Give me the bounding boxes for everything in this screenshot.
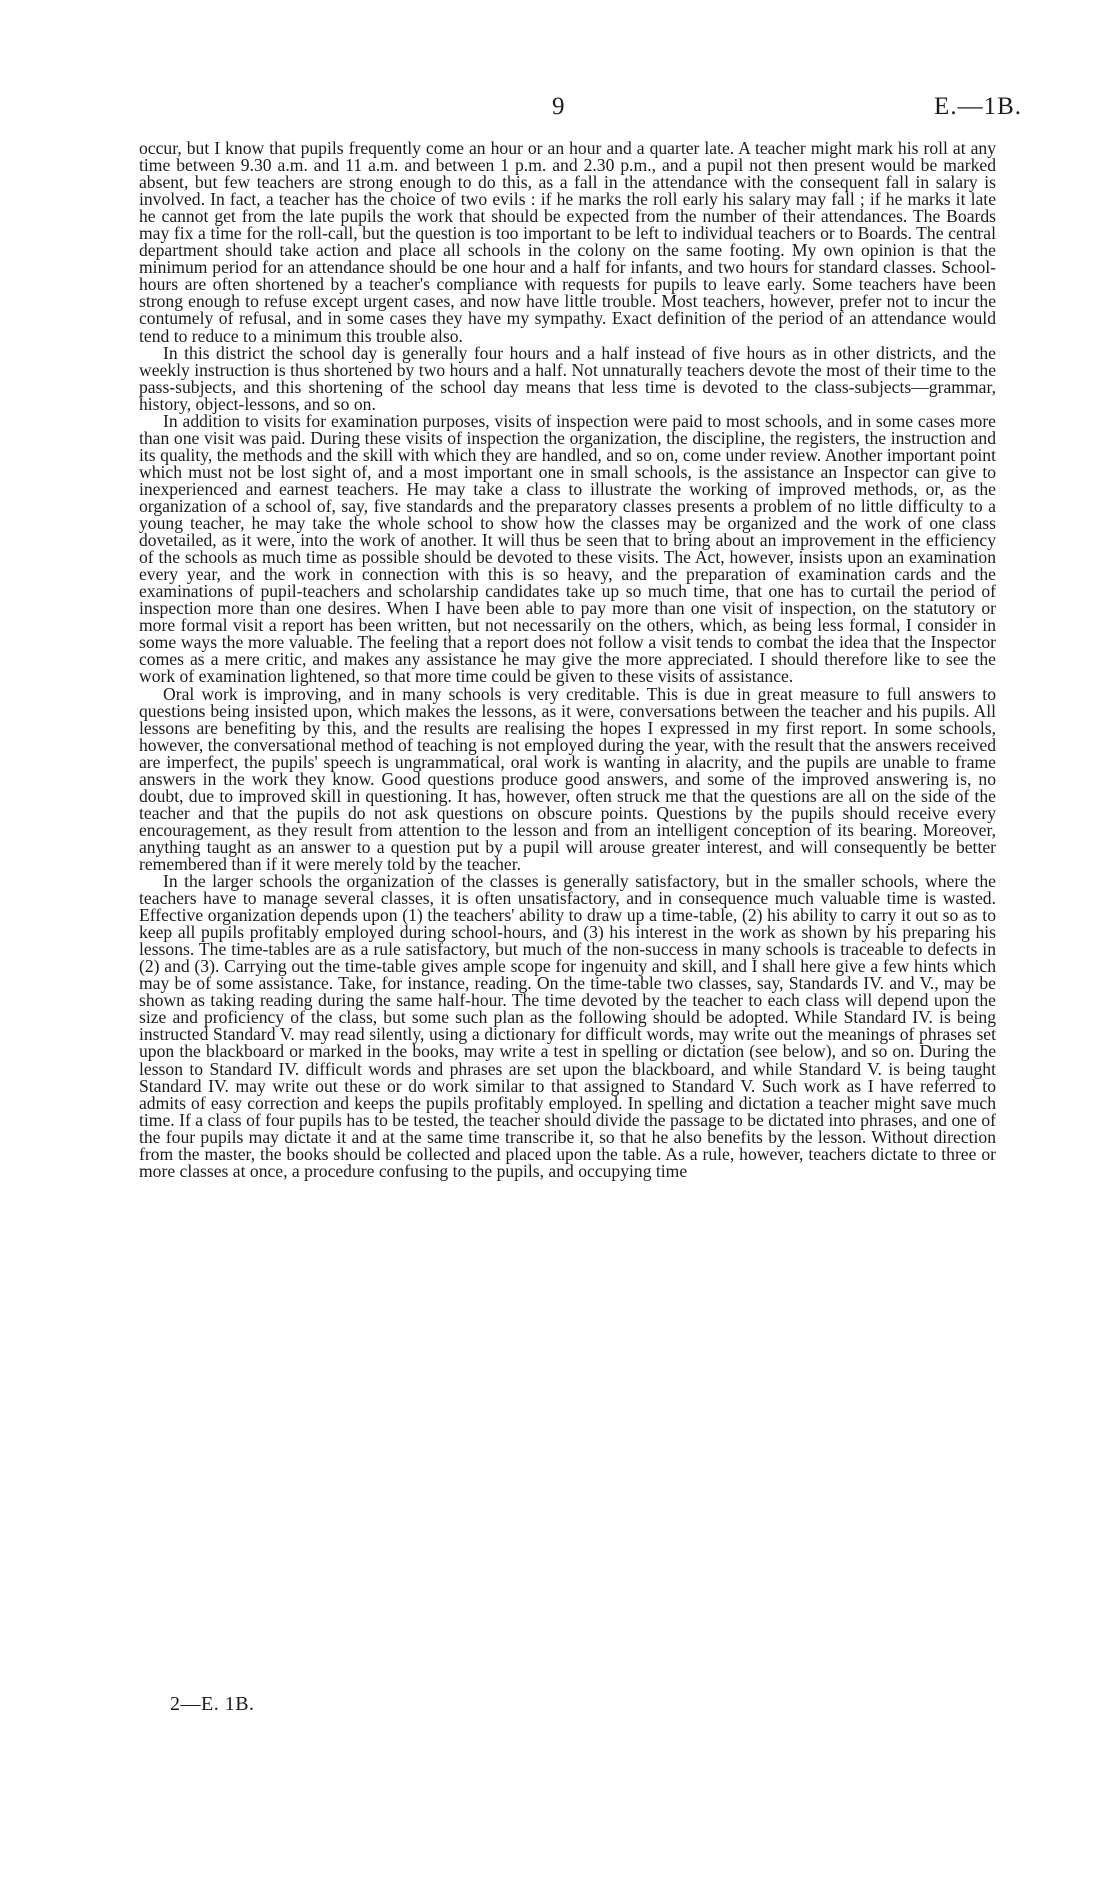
document-code: E.—1B.: [934, 93, 1022, 120]
paragraph-roll-call: occur, but I know that pupils frequently come an hour or an hour and a quarter late. A teacher might mark his roll at any time between 9.30 a.m. and 11 a.m. and between 1 p.m. and 2.30 p.m., and a pupil not then present would be marked absent, but few teachers are strong enough to do this, as a fall in the attendance with the consequent fall in salary is involved. In fact, a teacher has the choice of two evils : if he marks the roll early his salary may fall ; if he marks it late he cannot get from the late pupils the work that should be expected from the number of their attendances. The Boards may fix a time for the roll-call, but the question is too important to be left to individual teachers or to Boards. The central department should take action and place all schools in the colony on the same footing. My own opinion is that the minimum period for an attendance should be one hour and a half for infants, and two hours for standard classes. School-hours are often shortened by a teacher's compliance with requests for pupils to leave early. Some teachers have been strong enough to refuse except urgent cases, and now have little trouble. Most teachers, however, prefer not to incur the contumely of refusal, and in some cases they have my sympathy. Exact definition of the period of an attendance would tend to reduce to a minimum this trouble also.: [139, 138, 996, 346]
signature-mark: 2—E. 1B.: [170, 1693, 255, 1715]
page-number: 9: [552, 93, 565, 120]
paragraph-school-day: In this district the school day is generally four hours and a half instead of five hours as in other districts, and the weekly instruction is thus shortened by two hours and a half. Not unnaturally teachers devote the most of their time to the pass-subjects, and this shortening of the school day means that less time is devoted to the class-subjects—grammar, history, object-lessons, and so on.: [139, 342, 996, 414]
paragraph-oral-work: Oral work is improving, and in many schools is very creditable. This is due in great measure to full answers to questions being insisted upon, which makes the lessons, as it were, conversations between the teacher and his pupils. All lessons are benefiting by this, and the results are realising the hopes I expressed in my first report. In some schools, however, the conversational method of teaching is not employed during the year, with the result that the answers received are imperfect, the pupils' speech is ungrammatical, oral work is wanting in alacrity, and the pupils are unable to frame answers in the work they know. Good questions produce good answers, and some of the improved answering is, no doubt, due to improved skill in questioning. It has, however, often struck me that the questions are all on the side of the teacher and that the pupils do not ask questions on obscure points. Questions by the pupils should receive every encouragement, as they result from attention to the lesson and from an intelligent conception of its bearing. Moreover, anything taught as an answer to a question put by a pupil will arouse greater interest, and will consequently be better remembered than if it were merely told by the teacher.: [139, 683, 996, 874]
paragraph-inspection-visits: In addition to visits for examination purposes, visits of inspection were paid to most schools, and in some cases more than one visit was paid. During these visits of inspection the organization, the discipline, the registers, the instruction and its quality, the methods and the skill with which they are handled, and so on, come under review. Another important point which must not be lost sight of, and a most important one in small schools, is the assistance an Inspector can give to inexperienced and earnest teachers. He may take a class to illustrate the working of improved methods, or, as the organization of a school of, say, five standards and the preparatory classes presents a problem of no little difficulty to a young teacher, he may take the whole school to show how the classes may be organized and the work of one class dovetailed, as it were, into the work of another. It will thus be seen that to bring about an improvement in the efficiency of the schools as much time as possible should be devoted to these visits. The Act, however, insists upon an examination every year, and the work in connection with this is so heavy, and the preparation of examination cards and the examinations of pupil-teachers and scholarship candidates take up so much time, that one has to curtail the period of inspection more than one desires. When I have been able to pay more than one visit of inspection, on the statutory or more formal visit a report has been written, but not necessarily on the others, which, as being less formal, I consider in some ways the more valuable. The feeling that a report does not follow a visit tends to combat the idea that the Inspector comes as a mere critic, and makes any assistance he may give the more appreciated. I should therefore like to see the work of examination lightened, so that more time could be given to these visits of assistance.: [139, 410, 996, 687]
body-text: [139, 140, 996, 1180]
paragraph-organization: In the larger schools the organization of the classes is generally satisfactory, but in the smaller schools, where the teachers have to manage several classes, it is often unsatisfactory, and in consequence much valuable time is wasted. Effective organization depends upon (1) the teachers' ability to draw up a time-table, (2) his ability to carry it out so as to keep all pupils profitably employed during school-hours, and (3) his interest in the work as shown by his preparing his lessons. The time-tables are as a rule satisfactory, but much of the non-success in many schools is traceable to defects in (2) and (3). Carrying out the time-table gives ample scope for ingenuity and skill, and I shall here give a few hints which may be of some assistance. Take, for instance, reading. On the time-table two classes, say, Standards IV. and V., may be shown as taking reading during the same half-hour. The time devoted by the teacher to each class will depend upon the size and proficiency of the class, but some such plan as the following should be adopted. While Standard IV. is being instructed Standard V. may read silently, using a dictionary for difficult words, may write out the meanings of phrases set upon the blackboard or marked in the books, may write a test in spelling or dictation (see below), and so on. During the lesson to Standard IV. difficult words and phrases are set upon the blackboard, and while Standard V. is being taught Standard IV. may write out these or do work similar to that assigned to Standard V. Such work as I have referred to admits of easy correction and keeps the pupils profitably employed. In spelling and dictation a teacher might save much time. If a class of four pupils has to be tested, the teacher should divide the passage to be dictated into phrases, and one of the four pupils may dictate it and at the same time transcribe it, so that he also benefits by the lesson. Without direction from the master, the books should be collected and placed upon the table. As a rule, however, teachers dictate to three or more classes at once, a procedure confusing to the pupils, and occupying time: [139, 871, 996, 1181]
